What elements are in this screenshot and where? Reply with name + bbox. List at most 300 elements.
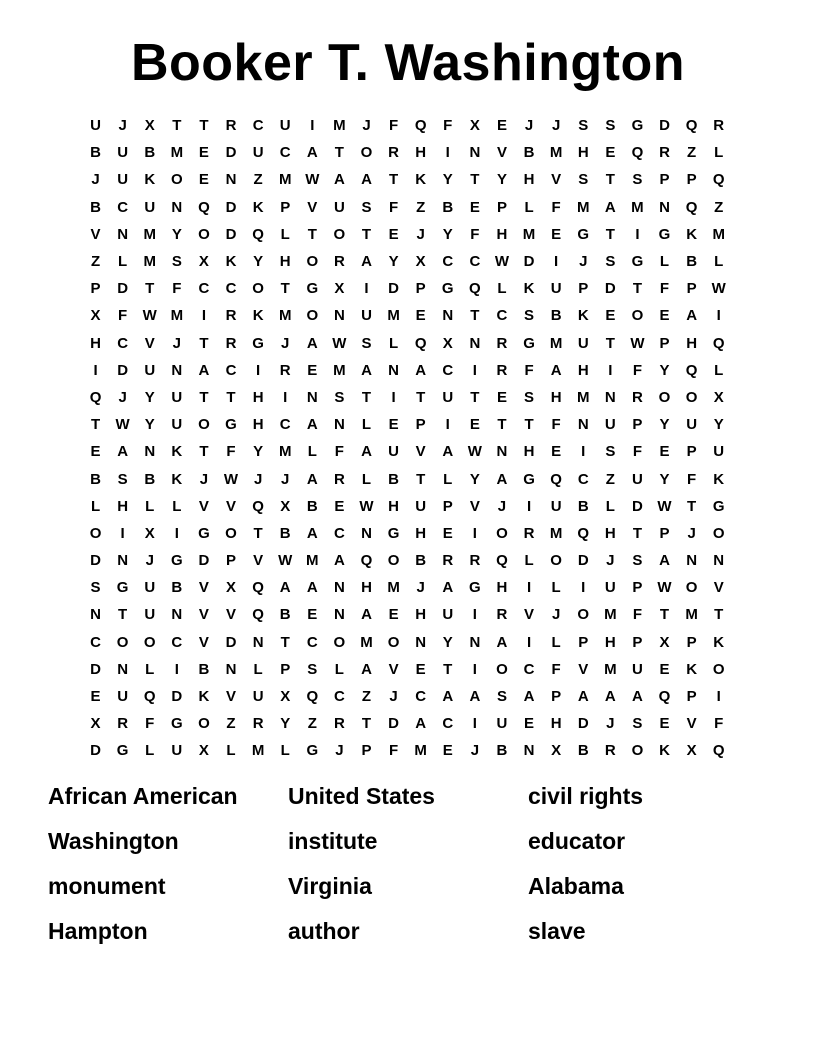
grid-cell: B xyxy=(577,742,589,760)
grid-cell: X xyxy=(90,307,101,325)
grid-cell: X xyxy=(198,742,209,760)
grid-cell: F xyxy=(388,117,399,135)
grid-cell: U xyxy=(361,307,372,325)
grid-cell: A xyxy=(361,443,372,461)
grid-row xyxy=(82,574,732,601)
grid-cell: V xyxy=(713,579,724,597)
grid-cell: Y xyxy=(713,416,724,434)
word-list-item: Alabama xyxy=(528,873,624,899)
grid-cell: Z xyxy=(416,198,426,216)
grid-cell: P xyxy=(632,633,643,651)
grid-cell: G xyxy=(523,334,535,352)
grid-cell: D xyxy=(225,198,237,216)
grid-cell: Y xyxy=(144,416,155,434)
grid-cell: T xyxy=(416,470,426,488)
grid-cell: L xyxy=(253,660,263,678)
grid-cell: P xyxy=(686,280,697,298)
grid-row xyxy=(82,656,732,683)
grid-cell: L xyxy=(90,497,101,515)
word-list-item: Hampton xyxy=(48,918,148,944)
grid-row xyxy=(82,411,732,438)
grid-cell: Y xyxy=(253,253,264,271)
grid-cell: H xyxy=(252,388,264,406)
grid-cell: U xyxy=(577,334,589,352)
grid-cell: A xyxy=(361,171,372,189)
grid-cell: K xyxy=(659,742,670,760)
grid-cell: X xyxy=(415,253,426,271)
grid-cell: M xyxy=(143,225,156,243)
grid-cell: I xyxy=(472,361,477,379)
grid-cell: T xyxy=(90,416,101,434)
grid-cell: P xyxy=(361,742,372,760)
grid-cell: R xyxy=(388,144,399,162)
grid-cell: L xyxy=(280,742,290,760)
grid-cell: Q xyxy=(252,606,264,624)
grid-cell: K xyxy=(171,443,183,461)
grid-cell: T xyxy=(659,606,670,624)
grid-cell: E xyxy=(442,524,453,542)
grid-cell: R xyxy=(496,334,508,352)
grid-cell: W xyxy=(657,579,672,597)
grid-cell: N xyxy=(333,606,345,624)
grid-cell: G xyxy=(252,334,264,352)
grid-cell: U xyxy=(415,497,427,515)
grid-cell: U xyxy=(117,171,129,189)
grid-cell: B xyxy=(171,579,183,597)
grid-cell: A xyxy=(686,307,698,325)
grid-cell: H xyxy=(523,443,535,461)
grid-cell: J xyxy=(416,579,425,597)
grid-cell: N xyxy=(171,198,183,216)
grid-cell: H xyxy=(90,334,101,352)
grid-cell: J xyxy=(145,552,154,570)
grid-cell: M xyxy=(143,253,156,271)
grid-cell: F xyxy=(226,443,236,461)
grid-cell: A xyxy=(496,633,508,651)
grid-cell: H xyxy=(415,524,427,542)
grid-cell: N xyxy=(577,416,589,434)
grid-cell: M xyxy=(333,117,346,135)
grid-cell: D xyxy=(90,742,101,760)
grid-cell: Y xyxy=(253,443,264,461)
grid-cell: E xyxy=(442,742,453,760)
grid-cell: Q xyxy=(712,334,725,352)
grid-cell: N xyxy=(442,307,454,325)
grid-cell: H xyxy=(577,361,589,379)
grid-cell: D xyxy=(90,552,101,570)
grid-cell: A xyxy=(442,579,454,597)
grid-cell: I xyxy=(716,307,721,325)
grid-cell: G xyxy=(116,579,129,597)
grid-cell: I xyxy=(174,524,179,542)
grid-cell: M xyxy=(414,742,427,760)
grid-cell: H xyxy=(496,225,508,243)
grid-cell: M xyxy=(685,606,698,624)
grid-cell: B xyxy=(90,144,101,162)
grid-cell: O xyxy=(685,388,698,406)
grid-cell: I xyxy=(364,280,369,298)
grid-cell: I xyxy=(174,660,179,678)
grid-cell: J xyxy=(416,225,425,243)
grid-cell: Y xyxy=(442,171,453,189)
grid-cell: D xyxy=(117,280,129,298)
grid-cell: O xyxy=(306,307,319,325)
grid-cell: R xyxy=(496,361,508,379)
grid-cell: M xyxy=(170,307,184,325)
grid-cell: A xyxy=(577,688,589,706)
grid-cell: H xyxy=(415,606,427,624)
grid-cell: R xyxy=(333,253,345,271)
grid-cell: T xyxy=(307,225,317,243)
grid-row xyxy=(82,547,732,574)
grid-cell: R xyxy=(333,715,345,733)
grid-cell: J xyxy=(281,470,290,488)
grid-row xyxy=(82,221,732,248)
grid-cell: H xyxy=(550,715,562,733)
grid-cell: V xyxy=(524,606,535,624)
grid-cell: E xyxy=(415,307,426,325)
grid-cell: N xyxy=(604,388,616,406)
grid-cell: Y xyxy=(659,416,670,434)
grid-cell: A xyxy=(604,198,616,216)
grid-cell: Q xyxy=(143,688,156,706)
grid-cell: S xyxy=(632,552,643,570)
grid-cell: Q xyxy=(360,552,373,570)
grid-cell: M xyxy=(387,307,400,325)
grid-cell: X xyxy=(144,524,155,542)
grid-cell: Q xyxy=(496,552,508,570)
grid-cell: Z xyxy=(687,144,697,162)
grid-cell: I xyxy=(526,633,532,651)
grid-cell: Y xyxy=(144,388,155,406)
grid-cell: A xyxy=(306,524,318,542)
grid-cell: J xyxy=(524,117,534,135)
grid-cell: T xyxy=(388,171,399,189)
grid-cell: J xyxy=(335,742,344,760)
grid-cell: E xyxy=(388,416,399,434)
grid-cell: N xyxy=(686,552,698,570)
grid-cell: K xyxy=(225,253,237,271)
grid-cell: D xyxy=(388,715,399,733)
grid-cell: I xyxy=(608,361,613,379)
grid-cell: W xyxy=(223,470,239,488)
grid-cell: H xyxy=(550,388,562,406)
grid-cell: M xyxy=(306,552,319,570)
grid-cell: X xyxy=(686,742,697,760)
grid-cell: E xyxy=(496,388,507,406)
grid-row xyxy=(82,357,732,384)
grid-cell: H xyxy=(361,579,372,597)
grid-cell: T xyxy=(118,606,128,624)
grid-row xyxy=(82,166,732,193)
grid-cell: D xyxy=(117,361,129,379)
grid-cell: P xyxy=(442,497,453,515)
grid-cell: P xyxy=(280,660,291,678)
grid-cell: I xyxy=(716,688,721,706)
grid-cell: C xyxy=(279,144,291,162)
grid-cell: W xyxy=(278,552,293,570)
grid-cell: F xyxy=(687,470,697,488)
grid-cell: U xyxy=(279,117,291,135)
grid-cell: U xyxy=(550,280,562,298)
grid-cell: R xyxy=(279,361,291,379)
grid-cell: A xyxy=(306,416,318,434)
grid-cell: C xyxy=(496,307,508,325)
grid-cell: E xyxy=(496,117,507,135)
word-list-item: educator xyxy=(528,828,626,854)
grid-cell: F xyxy=(632,443,642,461)
grid-cell: Q xyxy=(685,198,698,216)
grid-cell: U xyxy=(604,579,616,597)
grid-cell: U xyxy=(90,117,101,135)
grid-cell: L xyxy=(226,742,236,760)
grid-cell: I xyxy=(526,579,532,597)
grid-cell: O xyxy=(198,416,210,434)
grid-cell: C xyxy=(171,633,183,651)
grid-cell: S xyxy=(578,171,589,189)
grid-cell: N xyxy=(496,443,508,461)
grid-cell: G xyxy=(387,524,400,542)
grid-cell: P xyxy=(686,688,697,706)
puzzle-grid xyxy=(82,112,732,765)
grid-row xyxy=(82,139,732,166)
grid-cell: T xyxy=(199,443,209,461)
grid-cell: A xyxy=(361,606,372,624)
grid-cell: L xyxy=(605,497,615,515)
grid-cell: C xyxy=(442,253,454,271)
grid-row xyxy=(82,710,732,737)
grid-cell: N xyxy=(117,552,129,570)
grid-row xyxy=(82,629,732,656)
grid-cell: Q xyxy=(306,688,319,706)
grid-cell: H xyxy=(388,497,399,515)
grid-cell: E xyxy=(469,198,480,216)
grid-row xyxy=(82,302,732,329)
grid-cell: V xyxy=(578,660,589,678)
grid-cell: Z xyxy=(253,171,263,189)
grid-cell: O xyxy=(577,606,590,624)
grid-cell: T xyxy=(605,225,615,243)
grid-cell: Y xyxy=(659,470,670,488)
grid-cell: L xyxy=(524,552,534,570)
grid-cell: I xyxy=(581,579,586,597)
grid-cell: H xyxy=(523,171,535,189)
grid-cell: F xyxy=(714,715,724,733)
grid-cell: G xyxy=(441,280,454,298)
grid-cell: E xyxy=(90,688,101,706)
grid-cell: J xyxy=(118,117,127,135)
grid-cell: X xyxy=(280,497,291,515)
grid-cell: O xyxy=(631,742,644,760)
grid-cell: U xyxy=(171,742,183,760)
grid-cell: O xyxy=(658,388,671,406)
grid-cell: V xyxy=(226,688,237,706)
grid-row xyxy=(82,683,732,710)
grid-cell: O xyxy=(712,524,725,542)
grid-cell: L xyxy=(388,334,399,352)
word-list-item: civil rights xyxy=(528,783,644,809)
grid-cell: T xyxy=(632,280,642,298)
grid-cell: I xyxy=(472,660,477,678)
grid-cell: V xyxy=(551,171,562,189)
grid-cell: Y xyxy=(659,361,670,379)
grid-cell: X xyxy=(713,388,724,406)
grid-cell: M xyxy=(360,633,373,651)
grid-cell: Q xyxy=(414,334,427,352)
grid-cell: A xyxy=(306,579,318,597)
grid-cell: O xyxy=(333,633,346,651)
grid-cell: L xyxy=(551,579,561,597)
grid-cell: X xyxy=(144,117,155,135)
grid-cell: P xyxy=(632,579,643,597)
grid-cell: R xyxy=(225,117,237,135)
grid-cell: K xyxy=(171,470,183,488)
grid-row xyxy=(82,275,732,302)
grid-cell: A xyxy=(279,579,291,597)
grid-cell: P xyxy=(578,280,589,298)
grid-cell: F xyxy=(470,225,480,243)
grid-cell: P xyxy=(551,688,562,706)
grid-cell: V xyxy=(144,334,155,352)
grid-cell: S xyxy=(632,715,643,733)
grid-cell: B xyxy=(144,470,156,488)
grid-cell: H xyxy=(415,144,427,162)
grid-cell: H xyxy=(577,144,589,162)
grid-cell: P xyxy=(632,416,643,434)
grid-cell: S xyxy=(361,334,372,352)
grid-cell: X xyxy=(551,742,562,760)
grid-cell: S xyxy=(605,253,616,271)
grid-cell: O xyxy=(387,633,400,651)
grid-cell: E xyxy=(605,307,616,325)
grid-cell: O xyxy=(685,579,698,597)
grid-cell: X xyxy=(198,253,209,271)
grid-cell: C xyxy=(117,198,129,216)
grid-cell: E xyxy=(415,660,426,678)
grid-cell: B xyxy=(550,307,562,325)
grid-cell: D xyxy=(577,552,589,570)
grid-cell: A xyxy=(306,470,318,488)
grid-cell: N xyxy=(90,606,101,624)
grid-cell: Z xyxy=(361,688,372,706)
grid-cell: T xyxy=(199,334,209,352)
grid-cell: I xyxy=(120,524,125,542)
grid-cell: T xyxy=(361,388,372,406)
grid-cell: Q xyxy=(252,225,264,243)
grid-cell: L xyxy=(118,253,128,271)
grid-cell: L xyxy=(443,470,453,488)
grid-cell: F xyxy=(632,606,642,624)
grid-cell: A xyxy=(361,660,372,678)
grid-row xyxy=(82,438,732,465)
grid-cell: E xyxy=(659,443,670,461)
grid-cell: G xyxy=(523,470,535,488)
grid-cell: D xyxy=(225,225,237,243)
grid-cell: U xyxy=(171,416,183,434)
grid-cell: F xyxy=(551,198,561,216)
grid-cell: G xyxy=(469,579,481,597)
grid-cell: N xyxy=(117,660,129,678)
grid-cell: D xyxy=(523,253,535,271)
grid-cell: S xyxy=(496,688,507,706)
grid-cell: X xyxy=(659,633,670,651)
grid-cell: F xyxy=(388,742,399,760)
grid-cell: C xyxy=(279,416,291,434)
grid-cell: T xyxy=(145,280,155,298)
grid-cell: F xyxy=(334,443,344,461)
word-list xyxy=(48,774,768,954)
grid-cell: W xyxy=(494,253,510,271)
grid-cell: I xyxy=(472,715,477,733)
grid-cell: I xyxy=(554,253,559,271)
grid-cell: E xyxy=(659,660,670,678)
grid-cell: L xyxy=(334,660,344,678)
grid-cell: A xyxy=(442,688,454,706)
grid-cell: P xyxy=(686,443,697,461)
grid-cell: K xyxy=(252,307,264,325)
grid-cell: A xyxy=(469,688,481,706)
grid-cell: A xyxy=(198,361,210,379)
grid-cell: U xyxy=(117,688,129,706)
grid-cell: V xyxy=(226,497,237,515)
grid-cell: X xyxy=(280,688,291,706)
grid-cell: T xyxy=(280,633,290,651)
grid-cell: P xyxy=(578,633,589,651)
grid-cell: Q xyxy=(89,388,102,406)
grid-cell: N xyxy=(306,388,318,406)
grid-cell: T xyxy=(253,524,263,542)
grid-cell: Q xyxy=(577,524,590,542)
grid-cell: D xyxy=(604,280,616,298)
grid-cell: K xyxy=(144,171,156,189)
grid-cell: C xyxy=(225,361,237,379)
grid-cell: O xyxy=(333,225,346,243)
grid-cell: O xyxy=(496,524,508,542)
grid-cell: D xyxy=(198,552,210,570)
grid-cell: N xyxy=(333,307,345,325)
grid-cell: M xyxy=(549,144,563,162)
grid-cell: B xyxy=(279,606,291,624)
grid-cell: B xyxy=(388,470,399,488)
grid-cell: U xyxy=(144,198,156,216)
grid-cell: F xyxy=(145,715,155,733)
grid-cell: V xyxy=(415,443,426,461)
grid-cell: K xyxy=(523,280,535,298)
grid-row xyxy=(82,737,732,764)
grid-cell: R xyxy=(496,606,508,624)
grid-cell: F xyxy=(551,416,561,434)
grid-cell: C xyxy=(90,633,101,651)
grid-row xyxy=(82,248,732,275)
grid-cell: O xyxy=(550,552,562,570)
grid-cell: E xyxy=(659,715,670,733)
grid-cell: N xyxy=(523,742,535,760)
grid-cell: L xyxy=(714,361,724,379)
grid-cell: H xyxy=(686,334,698,352)
grid-cell: C xyxy=(523,660,535,678)
grid-cell: C xyxy=(577,470,589,488)
grid-cell: C xyxy=(415,688,427,706)
grid-cell: U xyxy=(388,443,399,461)
grid-cell: C xyxy=(333,688,345,706)
grid-cell: U xyxy=(171,388,183,406)
grid-cell: G xyxy=(712,497,725,515)
grid-cell: Q xyxy=(550,470,562,488)
grid-cell: I xyxy=(526,497,532,515)
grid-cell: J xyxy=(118,388,127,406)
grid-cell: P xyxy=(659,524,670,542)
grid-cell: Z xyxy=(90,253,101,271)
